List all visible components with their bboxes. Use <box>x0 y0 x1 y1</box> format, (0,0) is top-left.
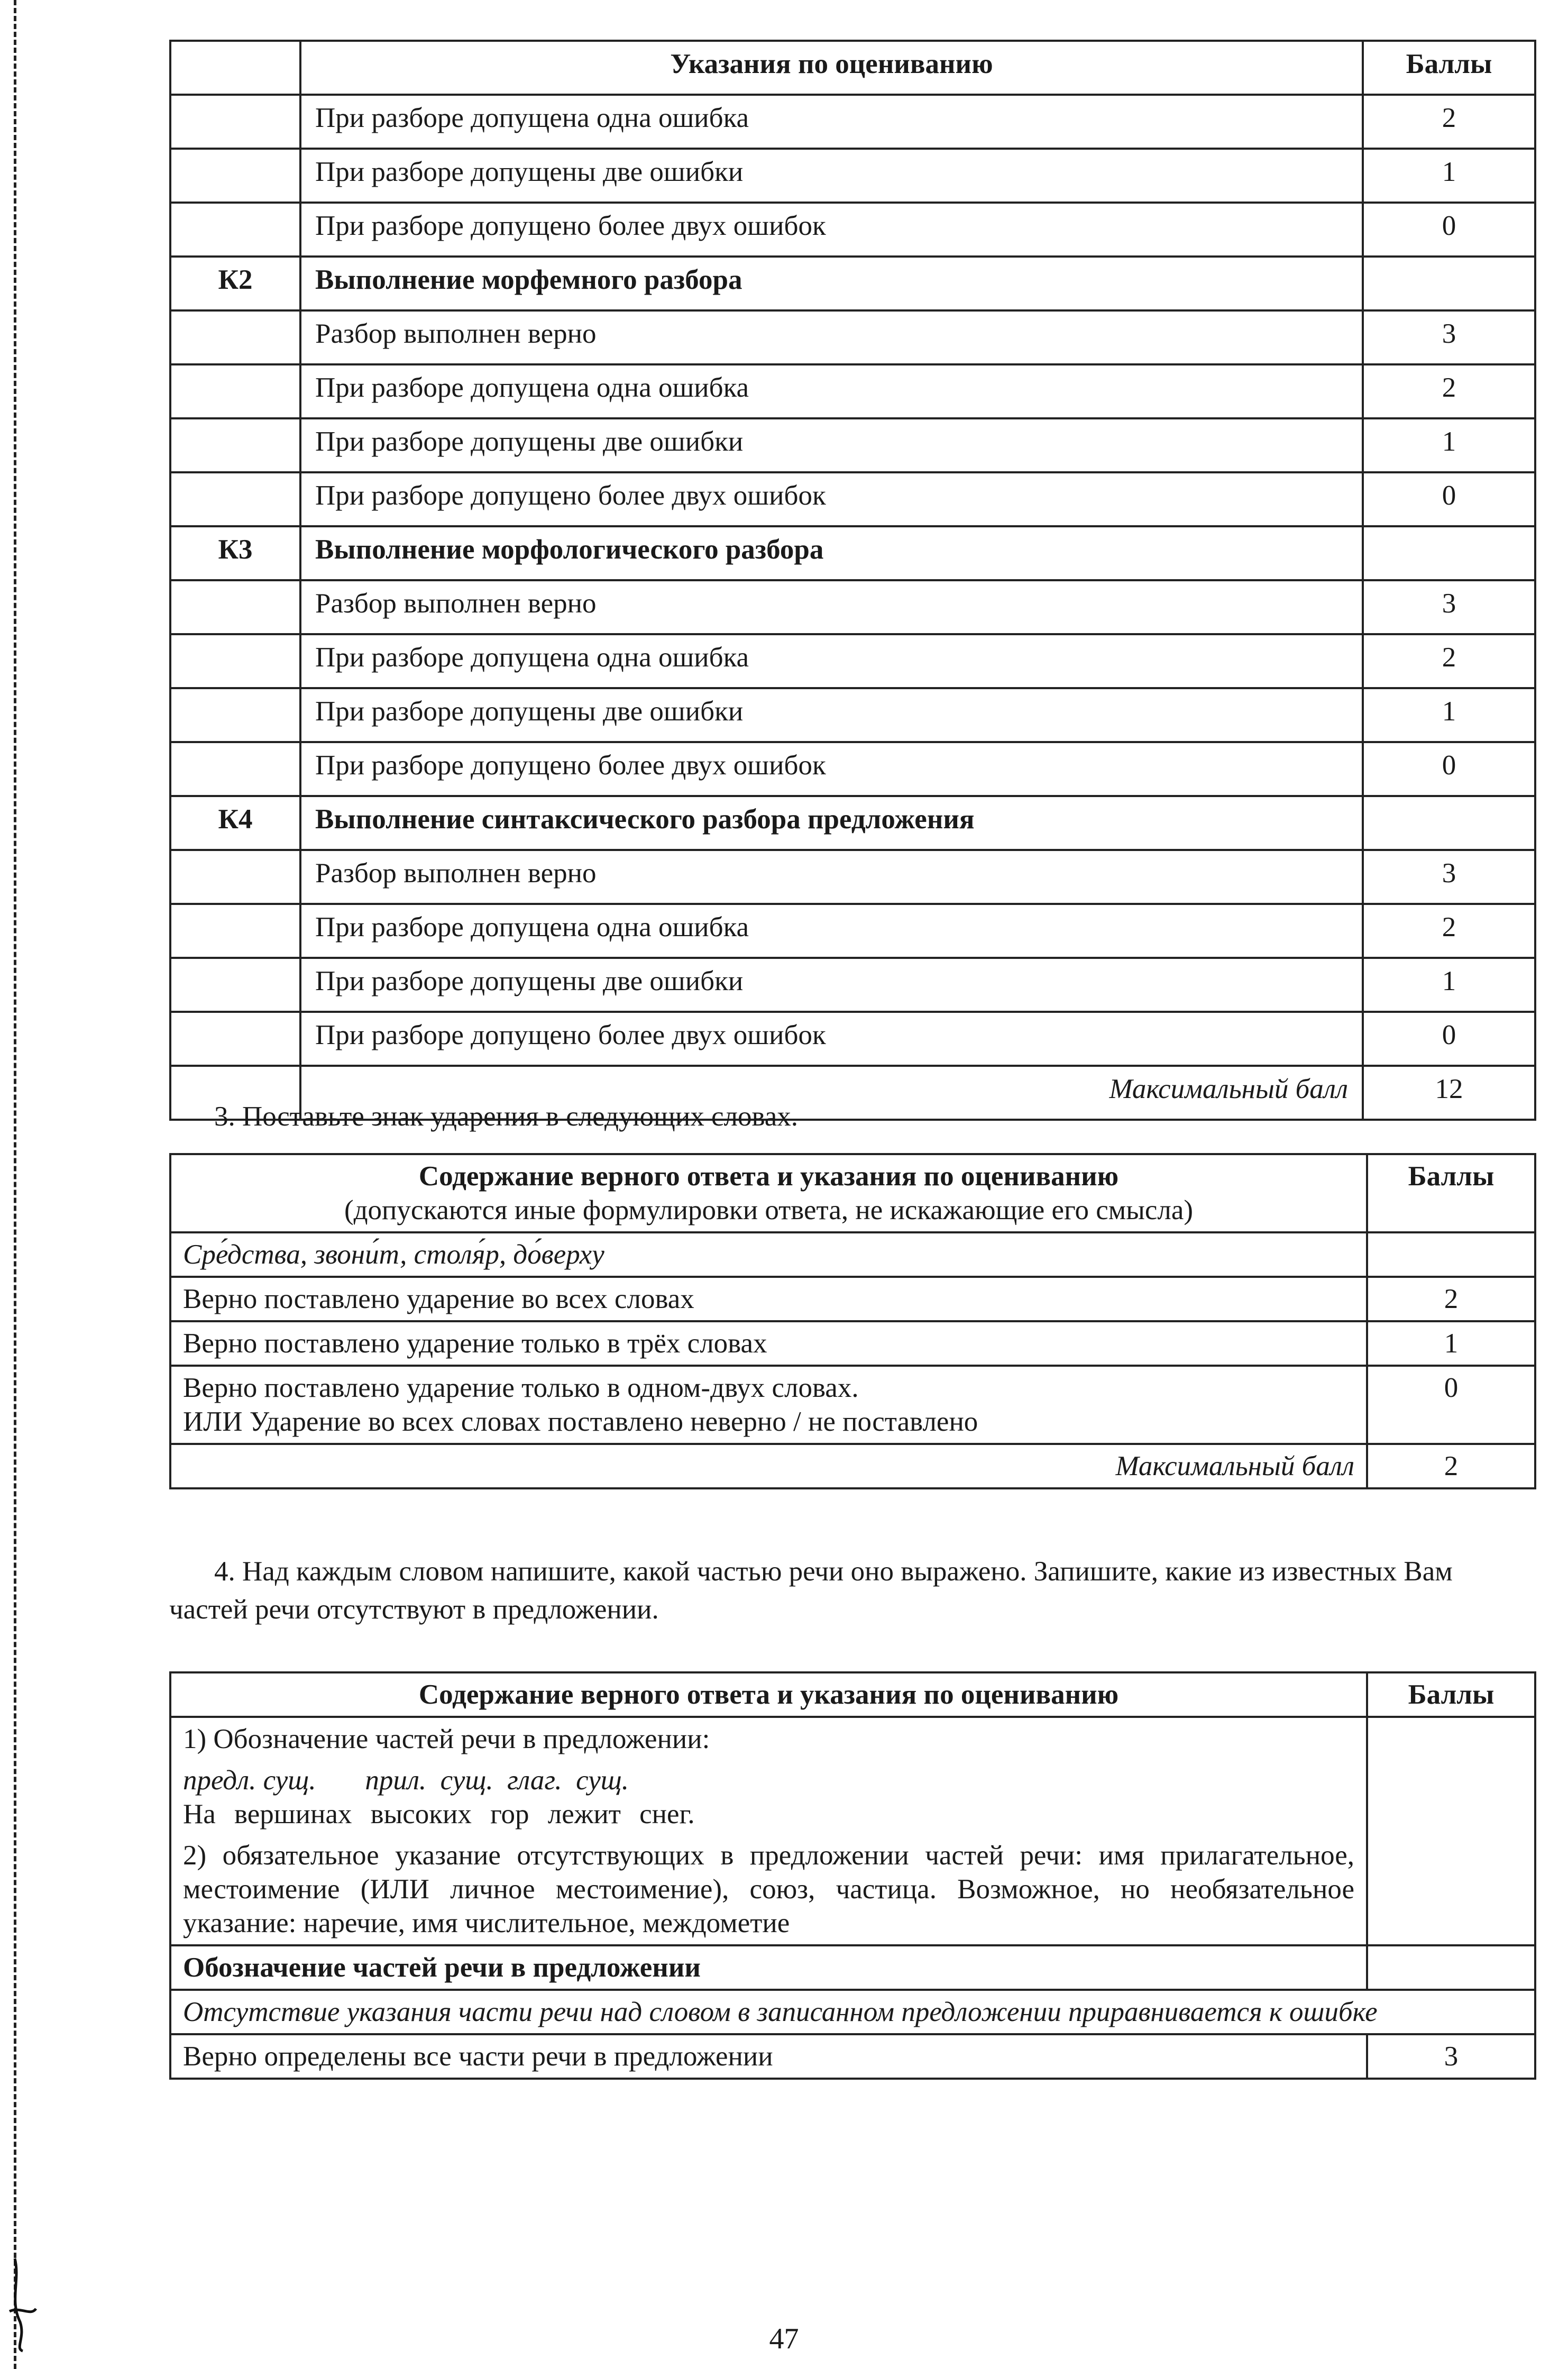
criterion-code-cell <box>170 472 300 526</box>
criterion-text-cell: При разборе допущена одна ошибка <box>300 904 1363 958</box>
criterion-line-2: ИЛИ Ударение во всех словах поставлено неверно / не поставлено <box>183 1406 978 1437</box>
task-4-question: 4. Над каждым словом напишите, какой частью речи оно выражено. Запишите, какие из известных Вам частей речи отсутствуют в предложении. <box>169 1556 1453 1625</box>
table-row <box>170 310 1535 364</box>
answer-points-cell <box>1367 1232 1535 1277</box>
max-score-value: 12 <box>1363 1066 1535 1120</box>
criterion-text-cell: При разборе допущены две ошибки <box>300 149 1363 203</box>
cut-line <box>14 0 16 2369</box>
points-cell: 2 <box>1363 634 1535 688</box>
criterion-section-row <box>170 257 1535 310</box>
criterion-code-cell <box>170 958 300 1012</box>
criterion-column-header: Указания по оцениванию <box>300 41 1363 95</box>
points-cell: 1 <box>1363 418 1535 472</box>
code-column-header <box>170 41 300 95</box>
criterion-cell: Верно определены все части речи в предложении <box>170 2034 1367 2079</box>
points-column-header: Баллы <box>1363 41 1535 95</box>
criterion-text-cell: При разборе допущена одна ошибка <box>300 634 1363 688</box>
criterion-code-cell <box>170 688 300 742</box>
table-row <box>170 2034 1535 2079</box>
table-row <box>170 364 1535 418</box>
points-cell: 1 <box>1363 149 1535 203</box>
answer-row <box>170 1717 1535 1945</box>
table-row <box>170 95 1535 149</box>
criterion-text-cell: Выполнение морфемного разбора <box>300 257 1363 310</box>
max-score-label: Максимальный балл <box>170 1444 1367 1488</box>
criterion-code-cell <box>170 418 300 472</box>
criterion-text-cell: При разборе допущены две ошибки <box>300 418 1363 472</box>
table-row <box>170 472 1535 526</box>
criterion-text-cell: Разбор выполнен верно <box>300 580 1363 634</box>
item-1-title: 1) Обозначение частей речи в предложении: <box>183 1724 710 1754</box>
points-cell: 1 <box>1363 688 1535 742</box>
table-row <box>170 580 1535 634</box>
table-header-row <box>170 41 1535 95</box>
criterion-code-cell <box>170 580 300 634</box>
answer-points-cell <box>1367 1717 1535 1945</box>
criterion-cell <box>170 1366 1367 1444</box>
table-row <box>170 418 1535 472</box>
header-line-2: (допускаются иные формулировки ответа, не искажающие его смысла) <box>344 1195 1194 1225</box>
note-cell: Отсутствие указания части речи над словом в записанном предложении приравнивается к ошибке <box>170 1990 1535 2034</box>
points-cell: 3 <box>1367 2034 1535 2079</box>
points-cell <box>1363 257 1535 310</box>
content-column-header <box>170 1154 1367 1232</box>
criterion-text-cell: Выполнение синтаксического разбора предложения <box>300 796 1363 850</box>
points-cell: 2 <box>1363 95 1535 149</box>
note-row <box>170 1990 1535 2034</box>
task-3-scoring-table <box>169 1153 1536 1489</box>
criterion-text-cell: При разборе допущено более двух ошибок <box>300 742 1363 796</box>
criterion-text-cell: При разборе допущены две ошибки <box>300 958 1363 1012</box>
points-cell <box>1363 526 1535 580</box>
criterion-code-cell <box>170 742 300 796</box>
answer-row <box>170 1232 1535 1277</box>
criterion-text-cell: При разборе допущена одна ошибка <box>300 95 1363 149</box>
criterion-text-cell: Выполнение морфологического разбора <box>300 526 1363 580</box>
criterion-cell: Верно поставлено ударение только в трёх словах <box>170 1321 1367 1366</box>
header-line-1: Содержание верного ответа и указания по оцениванию <box>418 1161 1119 1192</box>
points-cell: 2 <box>1363 904 1535 958</box>
subsection-title: Обозначение частей речи в предложении <box>170 1945 1367 1990</box>
points-cell: 0 <box>1363 1012 1535 1066</box>
subsection-points-cell <box>1367 1945 1535 1990</box>
table-row <box>170 958 1535 1012</box>
table-row <box>170 688 1535 742</box>
answer-cell <box>170 1717 1367 1945</box>
criterion-text-cell: При разборе допущено более двух ошибок <box>300 1012 1363 1066</box>
criterion-text-cell: При разборе допущено более двух ошибок <box>300 472 1363 526</box>
points-cell: 0 <box>1367 1366 1535 1444</box>
max-score-label: Максимальный балл <box>300 1066 1363 1120</box>
criterion-code-cell: К4 <box>170 796 300 850</box>
criterion-code-cell <box>170 203 300 257</box>
criterion-text-cell: Разбор выполнен верно <box>300 310 1363 364</box>
points-cell <box>1363 796 1535 850</box>
task-3-question: 3. Поставьте знак ударения в следующих словах. <box>214 1101 799 1132</box>
criterion-code-cell <box>170 364 300 418</box>
content-column-header: Содержание верного ответа и указания по оцениванию <box>170 1672 1367 1717</box>
max-score-value: 2 <box>1367 1444 1535 1488</box>
page-number: 47 <box>769 2322 799 2355</box>
points-cell: 3 <box>1363 850 1535 904</box>
table-row <box>170 850 1535 904</box>
table-row <box>170 742 1535 796</box>
criterion-code-cell <box>170 1012 300 1066</box>
criterion-code-cell <box>170 310 300 364</box>
scoring-table-body <box>170 95 1535 1120</box>
subsection-row <box>170 1945 1535 1990</box>
table-header-row <box>170 1672 1535 1717</box>
criterion-section-row <box>170 526 1535 580</box>
points-cell: 1 <box>1363 958 1535 1012</box>
criterion-code-cell <box>170 149 300 203</box>
points-cell: 3 <box>1363 580 1535 634</box>
criterion-code-cell <box>170 634 300 688</box>
points-cell: 3 <box>1363 310 1535 364</box>
answer-cell: Сре́дства, звони́т, столя́р, до́верху <box>170 1232 1367 1277</box>
points-cell: 0 <box>1363 472 1535 526</box>
points-cell: 0 <box>1363 742 1535 796</box>
table-row <box>170 1321 1535 1366</box>
criterion-code-cell: К3 <box>170 526 300 580</box>
criterion-code-cell <box>170 904 300 958</box>
criterion-text-cell: При разборе допущено более двух ошибок <box>300 203 1363 257</box>
criterion-section-row <box>170 796 1535 850</box>
item-2-text: 2) обязательное указание отсутствующих в предложении частей речи: имя прилагательное, местоимение (ИЛИ личное местоимение), союз, частица. Возможное, но необязательное указание: наречие, имя числительное, междометие <box>183 1840 1354 1938</box>
points-cell: 1 <box>1367 1321 1535 1366</box>
criterion-text-cell: Разбор выполнен верно <box>300 850 1363 904</box>
criterion-line-1: Верно поставлено ударение только в одном-двух словах. <box>183 1373 859 1403</box>
example-sentence: На вершинах высоких гор лежит снег. <box>183 1799 695 1830</box>
criterion-text-cell: При разборе допущены две ошибки <box>300 688 1363 742</box>
table-row <box>170 149 1535 203</box>
table-row <box>170 1012 1535 1066</box>
task-4-scoring-table <box>169 1671 1536 2080</box>
criterion-text-cell: При разборе допущена одна ошибка <box>300 364 1363 418</box>
table-row <box>170 904 1535 958</box>
criterion-cell: Верно поставлено ударение во всех словах <box>170 1277 1367 1321</box>
table-row <box>170 203 1535 257</box>
points-column-header: Баллы <box>1367 1672 1535 1717</box>
criterion-code-cell <box>170 95 300 149</box>
max-score-row <box>170 1444 1535 1488</box>
points-cell: 2 <box>1367 1277 1535 1321</box>
table-row <box>170 634 1535 688</box>
points-cell: 2 <box>1363 364 1535 418</box>
criterion-code-cell <box>170 850 300 904</box>
table-row <box>170 1366 1535 1444</box>
criterion-code-cell: К2 <box>170 257 300 310</box>
points-column-header: Баллы <box>1367 1154 1535 1232</box>
parts-of-speech-labels: предл. сущ. прил. сущ. глаг. сущ. <box>183 1765 629 1796</box>
table-row <box>170 1277 1535 1321</box>
points-cell: 0 <box>1363 203 1535 257</box>
scoring-table-k1-k4 <box>169 40 1536 1121</box>
table-header-row <box>170 1154 1535 1232</box>
